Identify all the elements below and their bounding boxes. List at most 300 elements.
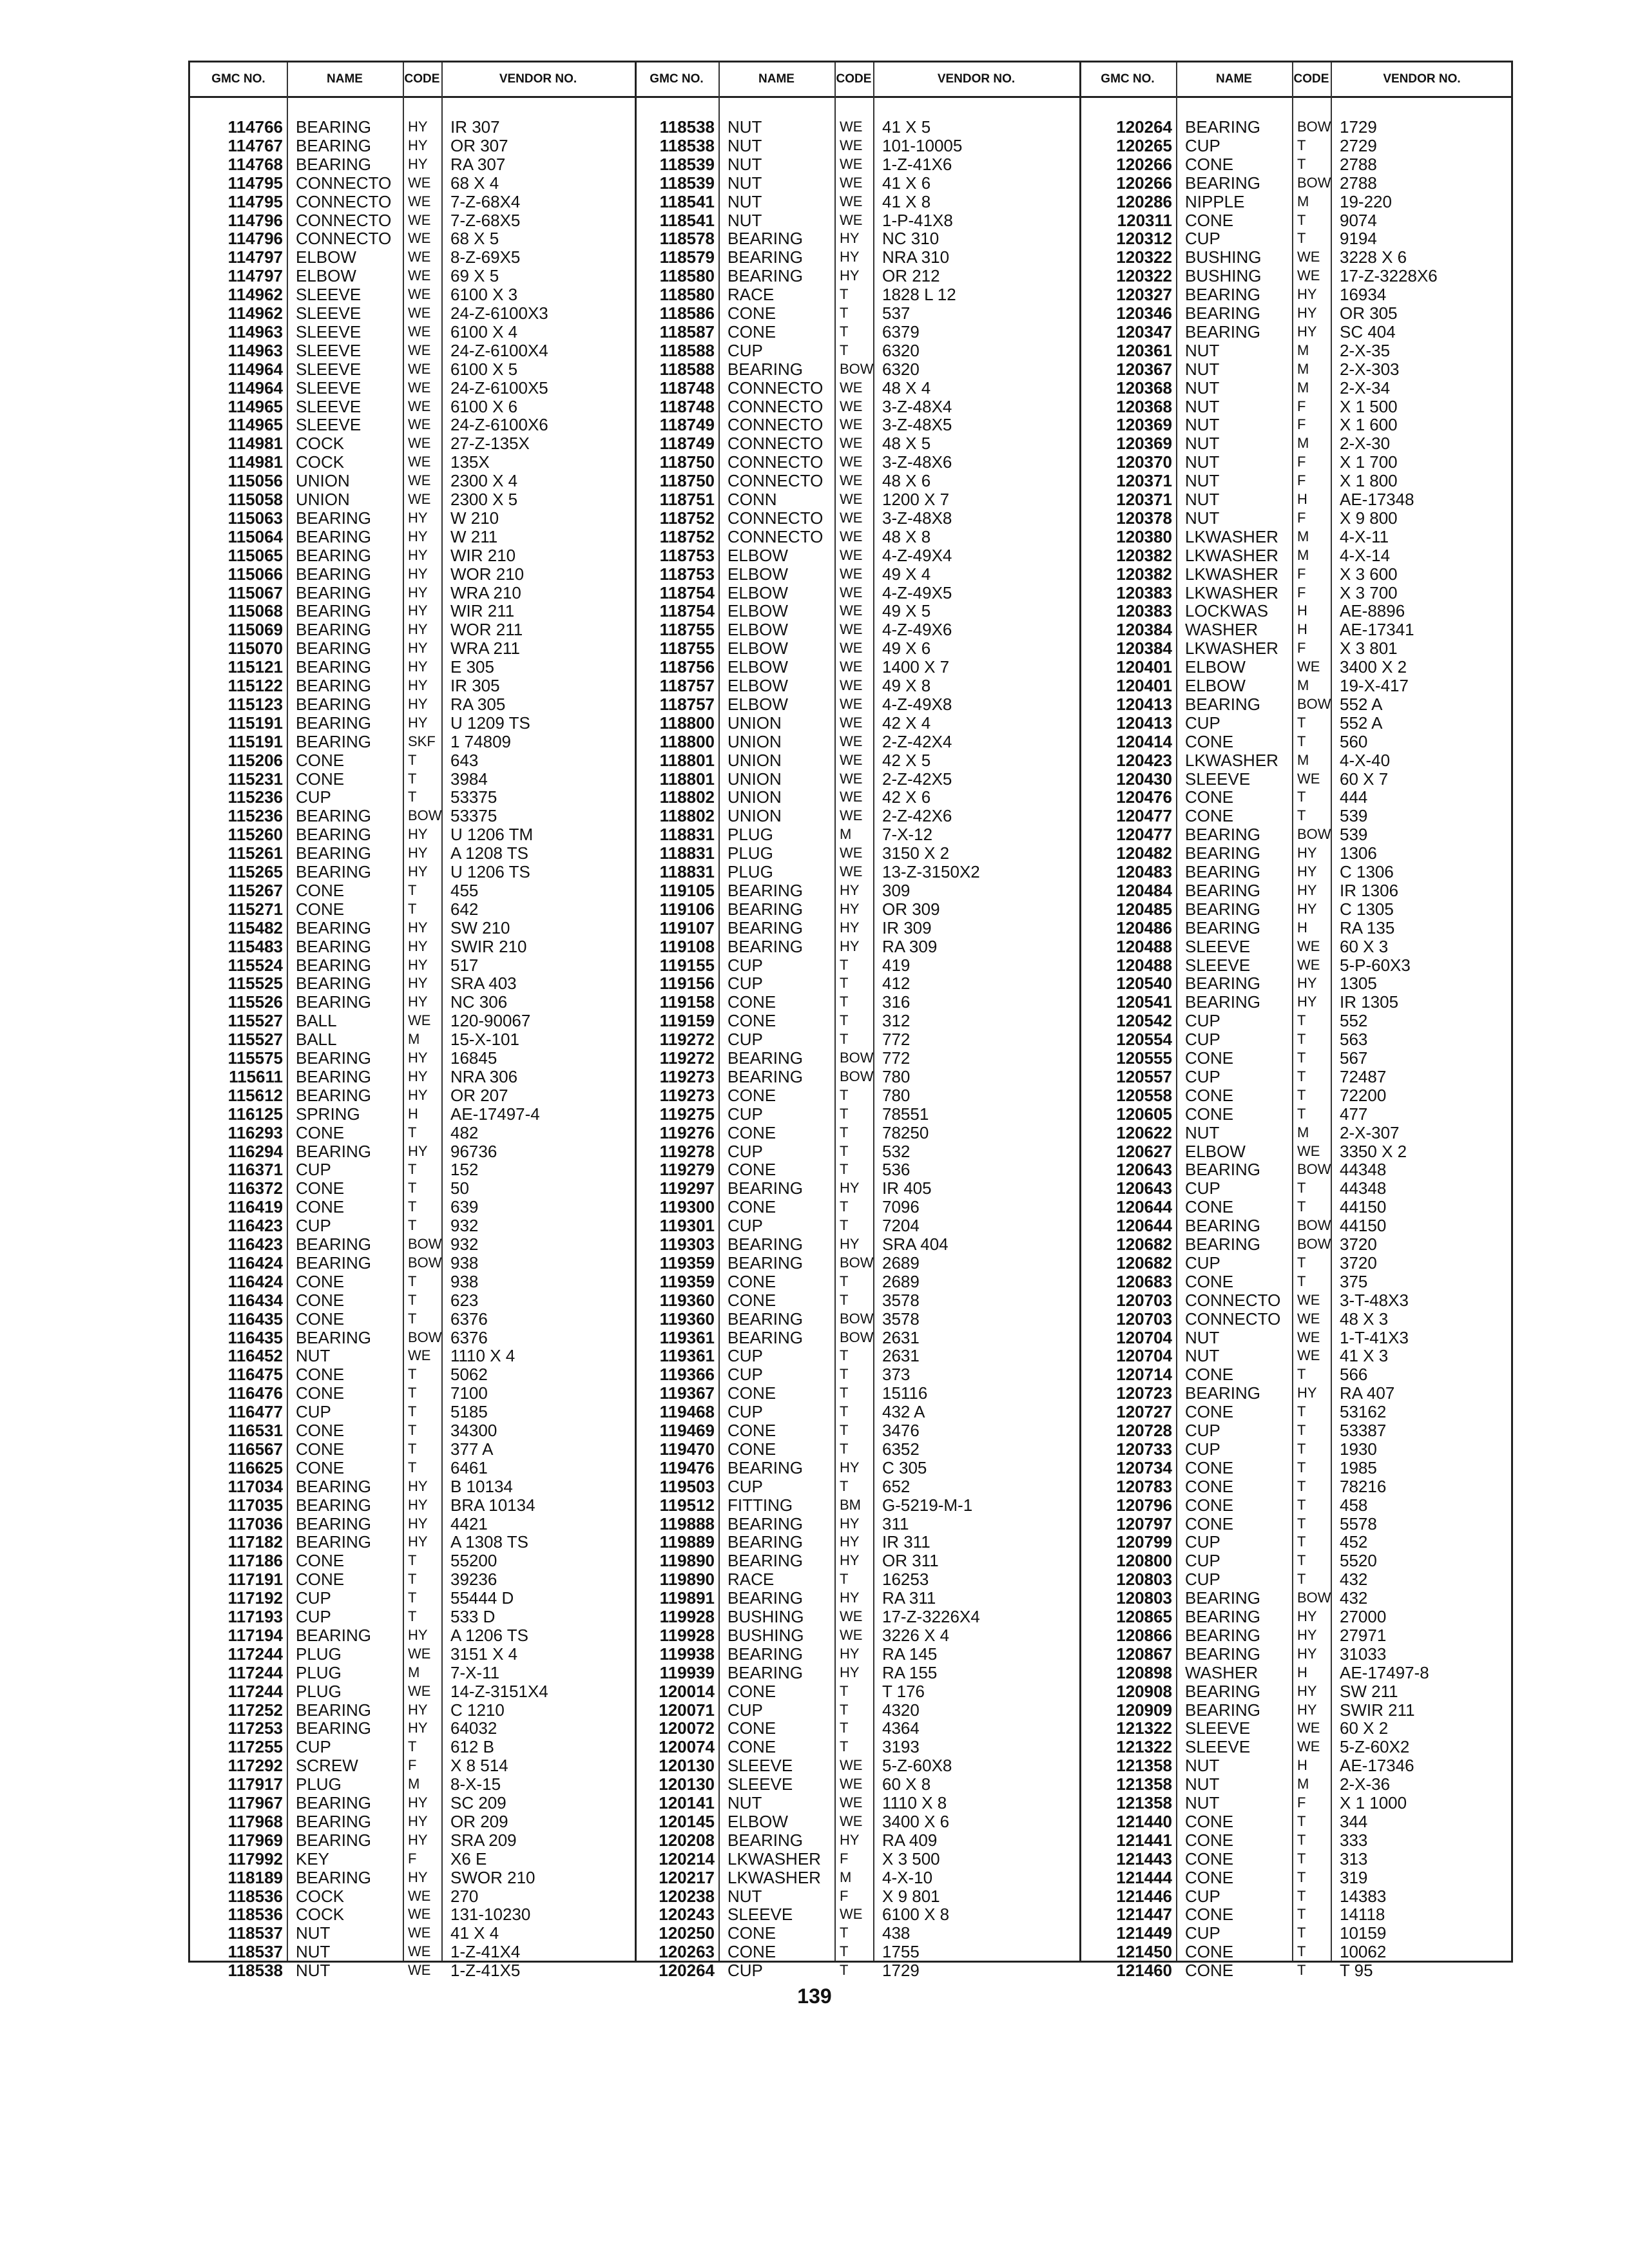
cell-vendor: 4421 (450, 1514, 488, 1533)
cell-vendor: 15-X-101 (450, 1030, 519, 1050)
cell-name: CUP (1185, 1439, 1220, 1459)
cell-code: T (1297, 1477, 1306, 1494)
cell-name: CUP (296, 1588, 331, 1608)
cell-vendor: AE-17497-8 (1340, 1662, 1429, 1682)
cell-gmc: 116475 (227, 1365, 283, 1385)
cell-gmc: 115063 (227, 508, 283, 528)
cell-gmc: 120327 (1116, 285, 1172, 305)
cell-vendor: NC 310 (882, 229, 940, 249)
cell-code: T (840, 1105, 849, 1122)
cell-vendor: 17-Z-3228X6 (1340, 266, 1438, 286)
cell-name: CUP (1185, 1551, 1220, 1571)
cell-name: BEARING (728, 1066, 804, 1086)
cell-gmc: 115271 (227, 899, 283, 919)
cell-code: WE (408, 230, 431, 247)
cell-gmc: 118748 (659, 396, 715, 416)
cell-vendor: B 10134 (450, 1476, 513, 1496)
cell-gmc: 120141 (659, 1793, 715, 1812)
cell-code: HY (408, 546, 428, 563)
cell-code: HY (408, 714, 428, 731)
cell-gmc: 116531 (227, 1421, 283, 1440)
cell-gmc: 118831 (659, 825, 715, 845)
cell-gmc: 115260 (227, 825, 283, 845)
cell-code: M (840, 1869, 852, 1885)
cell-name: BEARING (296, 731, 372, 751)
cell-gmc: 120643 (1116, 1160, 1172, 1180)
cell-name: PLUG (296, 1774, 342, 1794)
cell-code: WE (408, 174, 431, 191)
cell-vendor: 7-X-12 (882, 825, 933, 845)
cell-name: CONNECTO (296, 229, 392, 249)
cell-gmc: 120014 (659, 1681, 715, 1701)
cell-code: WE (840, 640, 863, 657)
cell-gmc: 120238 (659, 1886, 715, 1906)
cell-name: ELBOW (1185, 657, 1246, 677)
cell-code: M (1297, 379, 1309, 396)
cell-code: WE (840, 211, 863, 228)
cell-vendor: 458 (1340, 1495, 1368, 1515)
cell-gmc: 118755 (659, 620, 715, 640)
cell-name: BEARING (1185, 1681, 1261, 1701)
cell-vendor: SRA 403 (450, 974, 517, 994)
cell-vendor: 3578 (882, 1309, 920, 1329)
cell-name: SLEEVE (728, 1905, 793, 1925)
cell-vendor: 31033 (1340, 1644, 1387, 1664)
cell-vendor: 2-X-35 (1340, 340, 1391, 360)
cell-name: CUP (728, 1030, 763, 1050)
cell-gmc: 120130 (659, 1774, 715, 1794)
cell-vendor: 5578 (1340, 1514, 1377, 1533)
cell-code: WE (408, 211, 431, 228)
cell-name: CONE (1185, 1961, 1234, 1981)
cell-code: WE (408, 1645, 431, 1662)
cell-gmc: 115069 (227, 620, 283, 640)
cell-code: WE (840, 584, 863, 601)
cell-name: CONE (1185, 1849, 1234, 1869)
cell-code: WE (408, 193, 431, 209)
cell-code: WE (1297, 1291, 1320, 1308)
cell-name: BEARING (1185, 918, 1261, 937)
cell-vendor: X 9 801 (882, 1886, 940, 1906)
cell-gmc: 118588 (659, 359, 715, 379)
cell-name: BEARING (296, 992, 372, 1012)
cell-gmc: 118536 (227, 1886, 283, 1906)
cell-vendor: 643 (450, 750, 479, 770)
cell-vendor: 772 (882, 1030, 911, 1050)
cell-name: ELBOW (728, 694, 788, 714)
cell-name: CUP (1185, 1421, 1220, 1440)
cell-code: T (1297, 1962, 1306, 1979)
cell-gmc: 115056 (227, 471, 283, 491)
cell-name: BEARING (296, 694, 372, 714)
cell-name: CUP (296, 1607, 331, 1626)
cell-gmc: 118831 (659, 862, 715, 881)
cell-gmc: 115612 (227, 1085, 283, 1105)
cell-code: HY (408, 602, 428, 619)
cell-code: HY (840, 1664, 860, 1680)
cell-vendor: 41 X 4 (450, 1923, 499, 1943)
cell-code: WE (840, 1626, 863, 1643)
cell-name: CUP (728, 974, 763, 994)
cell-vendor: 55200 (450, 1551, 497, 1571)
cell-name: CONE (728, 1011, 776, 1031)
cell-gmc: 119889 (659, 1532, 715, 1552)
cell-name: NUT (1185, 396, 1220, 416)
cell-vendor: 24-Z-6100X5 (450, 378, 548, 398)
cell-vendor: 17-Z-3226X4 (882, 1607, 980, 1626)
cell-vendor: C 1210 (450, 1700, 505, 1720)
cell-gmc: 120865 (1116, 1607, 1172, 1626)
cell-gmc: 120540 (1116, 974, 1172, 994)
cell-code: HY (840, 1645, 860, 1662)
cell-name: CONE (728, 1085, 776, 1105)
cell-gmc: 118750 (659, 452, 715, 472)
cell-code: HY (408, 621, 428, 638)
cell-vendor: 55444 D (450, 1588, 514, 1608)
cell-name: CONE (1185, 1811, 1234, 1831)
cell-name: NUT (1185, 508, 1220, 528)
cell-name: BEARING (296, 955, 372, 975)
cell-vendor: 53375 (450, 787, 497, 807)
cell-code: HY (1297, 1385, 1317, 1401)
cell-vendor: IR 309 (882, 918, 932, 937)
cell-gmc: 118580 (659, 285, 715, 305)
cell-vendor: 60 X 3 (1340, 936, 1389, 956)
cell-code: BOW (840, 1310, 874, 1327)
cell-name: PLUG (728, 843, 773, 863)
cell-gmc: 120558 (1116, 1085, 1172, 1105)
cell-name: CONE (728, 1923, 776, 1943)
header-vendor: VENDOR NO. (499, 72, 577, 86)
cell-gmc: 116419 (227, 1197, 283, 1217)
cell-vendor: 270 (450, 1886, 479, 1906)
cell-vendor: 375 (1340, 1271, 1368, 1291)
cell-vendor: RA 407 (1340, 1383, 1395, 1403)
cell-name: CUP (728, 955, 763, 975)
cell-code: HY (408, 826, 428, 843)
cell-name: BEARING (728, 1644, 804, 1664)
cell-name: SLEEVE (296, 340, 361, 360)
cell-code: T (1297, 155, 1306, 172)
cell-gmc: 118752 (659, 526, 715, 546)
cell-gmc: 120783 (1116, 1476, 1172, 1496)
cell-vendor: 4320 (882, 1700, 920, 1720)
cell-code: WE (408, 341, 431, 358)
cell-name: LKWASHER (1185, 545, 1278, 565)
cell-vendor: 2-X-34 (1340, 378, 1391, 398)
cell-gmc: 119361 (659, 1346, 715, 1366)
cell-vendor: 3150 X 2 (882, 843, 950, 863)
cell-code: T (840, 1217, 849, 1234)
cell-vendor: RA 309 (882, 936, 938, 956)
cell-code: HY (408, 1720, 428, 1736)
cell-name: CONNECTO (728, 434, 824, 454)
cell-name: BEARING (1185, 825, 1261, 845)
cell-name: CUP (1185, 1886, 1220, 1906)
cell-vendor: 552 (1340, 1011, 1368, 1031)
cell-gmc: 119476 (659, 1457, 715, 1477)
cell-vendor: SWIR 211 (1340, 1700, 1415, 1720)
cell-vendor: 3-Z-48X8 (882, 508, 952, 528)
cell-code: T (840, 1925, 849, 1941)
cell-vendor: 4-X-40 (1340, 750, 1391, 770)
cell-name: BEARING (296, 713, 372, 733)
cell-vendor: 44150 (1340, 1197, 1387, 1217)
cell-vendor: 2-X-307 (1340, 1122, 1400, 1142)
cell-gmc: 120803 (1116, 1588, 1172, 1608)
cell-gmc: 118541 (659, 210, 715, 230)
cell-gmc: 120322 (1116, 266, 1172, 286)
cell-code: WE (1297, 1310, 1320, 1327)
cell-code: T (1297, 230, 1306, 247)
cell-gmc: 120488 (1116, 955, 1172, 975)
cell-gmc: 115068 (227, 601, 283, 621)
cell-vendor: SWOR 210 (450, 1867, 535, 1887)
cell-vendor: X 1 1000 (1340, 1793, 1407, 1812)
cell-vendor: A 1308 TS (450, 1532, 528, 1552)
cell-gmc: 118539 (659, 173, 715, 193)
cell-vendor: 49 X 8 (882, 676, 931, 695)
cell-code: T (1297, 1105, 1306, 1122)
cell-vendor: 377 A (450, 1439, 494, 1459)
cell-vendor: 24-Z-6100X4 (450, 340, 548, 360)
cell-vendor: 4-Z-49X6 (882, 620, 952, 640)
cell-vendor: 9194 (1340, 229, 1377, 249)
cell-code: F (1297, 509, 1306, 526)
cell-name: NUT (296, 1942, 331, 1962)
cell-name: BEARING (1185, 322, 1261, 341)
cell-code: HY (408, 119, 428, 135)
cell-name: BEARING (296, 1793, 372, 1812)
cell-name: BEARING (296, 806, 372, 826)
cell-name: NUT (1185, 415, 1220, 435)
cell-code: HY (408, 1515, 428, 1532)
cell-gmc: 121444 (1116, 1867, 1172, 1887)
cell-code: F (1297, 416, 1306, 433)
cell-name: CUP (728, 1365, 763, 1385)
cell-code: T (1297, 1533, 1306, 1550)
cell-vendor: 4-Z-49X4 (882, 545, 952, 565)
cell-vendor: 3-T-48X3 (1340, 1290, 1409, 1310)
cell-name: CONE (728, 322, 776, 341)
cell-gmc: 121358 (1116, 1774, 1172, 1794)
cell-name: BEARING (728, 247, 804, 267)
cell-vendor: 50 (450, 1178, 469, 1198)
cell-name: CONE (728, 1271, 776, 1291)
cell-vendor: 311 (882, 1514, 909, 1533)
cell-code: HY (840, 1236, 860, 1252)
cell-vendor: 1306 (1340, 843, 1377, 863)
cell-code: T (408, 770, 417, 787)
cell-vendor: 6100 X 8 (882, 1905, 950, 1925)
cell-code: BOW (408, 1329, 442, 1345)
cell-code: T (840, 1701, 849, 1718)
cell-vendor: 5-Z-60X8 (882, 1756, 952, 1776)
cell-code: WE (840, 155, 863, 172)
cell-name: CONE (728, 992, 776, 1012)
cell-code: M (1297, 360, 1309, 377)
cell-gmc: 119297 (659, 1178, 715, 1198)
cell-vendor: 1755 (882, 1942, 920, 1962)
cell-vendor: A 1208 TS (450, 843, 528, 863)
cell-code: BOW (840, 1254, 874, 1271)
cell-name: CONE (296, 1290, 345, 1310)
cell-name: NUT (296, 1346, 331, 1366)
cell-gmc: 120217 (659, 1867, 715, 1887)
cell-gmc: 118587 (659, 322, 715, 341)
cell-gmc: 114963 (227, 340, 283, 360)
cell-vendor: SC 404 (1340, 322, 1396, 341)
cell-name: WASHER (1185, 620, 1258, 640)
cell-gmc: 119155 (659, 955, 715, 975)
cell-gmc: 120383 (1116, 601, 1172, 621)
cell-vendor: AE-17341 (1340, 620, 1414, 640)
cell-vendor: WRA 210 (450, 582, 521, 602)
cell-code: HY (840, 919, 860, 936)
cell-name: PLUG (296, 1662, 342, 1682)
cell-name: BEARING (1185, 1235, 1261, 1254)
cell-code: WE (840, 119, 863, 135)
cell-vendor: 5520 (1340, 1551, 1377, 1571)
cell-code: HY (1297, 845, 1317, 861)
cell-vendor: 4-X-11 (1340, 526, 1389, 546)
cell-vendor: 7096 (882, 1197, 920, 1217)
cell-gmc: 120250 (659, 1923, 715, 1943)
cell-code: WE (840, 621, 863, 638)
cell-vendor: 6320 (882, 359, 920, 379)
cell-vendor: 539 (1340, 825, 1368, 845)
cell-code: WE (1297, 1738, 1320, 1755)
cell-name: SLEEVE (296, 322, 361, 341)
cell-code: HY (408, 677, 428, 693)
cell-vendor: 64032 (450, 1718, 497, 1738)
cell-code: T (408, 1366, 417, 1383)
cell-vendor: 1110 X 4 (450, 1346, 516, 1366)
cell-gmc: 115065 (227, 545, 283, 565)
cell-name: UNION (728, 769, 782, 789)
cell-code: HY (1297, 994, 1317, 1010)
cell-vendor: 1729 (882, 1961, 920, 1981)
cell-code: T (840, 1161, 849, 1178)
page-number: 139 (797, 1984, 832, 2008)
cell-code: HY (408, 863, 428, 879)
cell-vendor: RA 409 (882, 1830, 938, 1850)
cell-vendor: T 95 (1340, 1961, 1373, 1981)
cell-name: BEARING (728, 1327, 804, 1347)
cell-name: CONE (296, 1421, 345, 1440)
cell-gmc: 119159 (659, 1011, 715, 1031)
cell-vendor: WRA 211 (450, 639, 520, 658)
cell-vendor: 16934 (1340, 285, 1387, 305)
cell-vendor: OR 311 (882, 1551, 939, 1571)
cell-gmc: 115525 (227, 974, 283, 994)
cell-gmc: 116423 (227, 1235, 283, 1254)
cell-vendor: 10159 (1340, 1923, 1387, 1943)
cell-vendor: 452 (1340, 1532, 1368, 1552)
cell-name: CONE (296, 899, 345, 919)
cell-vendor: 2-X-303 (1340, 359, 1400, 379)
cell-code: T (840, 975, 849, 992)
cell-vendor: 13-Z-3150X2 (882, 862, 980, 881)
cell-code: HY (408, 509, 428, 526)
cell-code: WE (408, 379, 431, 396)
cell-vendor: 1200 X 7 (882, 490, 950, 509)
cell-vendor: AE-17348 (1340, 490, 1414, 509)
cell-vendor: 1 74809 (450, 731, 511, 751)
cell-name: BEARING (728, 936, 804, 956)
cell-vendor: C 1306 (1340, 862, 1394, 881)
cell-name: CONE (296, 1383, 345, 1403)
cell-vendor: W 211 (450, 526, 498, 546)
cell-name: BEARING (1185, 1588, 1261, 1608)
cell-gmc: 120414 (1116, 731, 1172, 751)
cell-gmc: 118754 (659, 601, 715, 621)
cell-code: SKF (408, 733, 436, 749)
cell-gmc: 120682 (1116, 1235, 1172, 1254)
cell-gmc: 118749 (659, 434, 715, 454)
cell-name: CONNECTO (728, 508, 824, 528)
cell-gmc: 115611 (229, 1066, 283, 1086)
cell-name: CONE (296, 1365, 345, 1385)
cell-name: ELBOW (728, 1811, 788, 1831)
cell-code: T (1297, 1552, 1306, 1569)
cell-gmc: 120682 (1116, 1253, 1172, 1273)
cell-code: T (1297, 211, 1306, 228)
cell-code: WE (408, 305, 431, 321)
cell-gmc: 115070 (227, 639, 283, 658)
cell-vendor: 6352 (882, 1439, 920, 1459)
cell-gmc: 117253 (227, 1718, 283, 1738)
cell-code: HY (408, 1701, 428, 1718)
cell-vendor: 1-P-41X8 (882, 210, 953, 230)
cell-gmc: 118750 (659, 471, 715, 491)
cell-code: HY (408, 1068, 428, 1084)
cell-code: BOW (1297, 119, 1331, 135)
cell-name: NUT (728, 173, 762, 193)
cell-name: BEARING (296, 1141, 372, 1161)
cell-name: BEARING (1185, 173, 1261, 193)
cell-code: WE (408, 249, 431, 265)
cell-name: NUT (1185, 1774, 1220, 1794)
cell-name: CONE (728, 1160, 776, 1180)
cell-code: HY (408, 155, 428, 172)
cell-vendor: 14-Z-3151X4 (450, 1681, 548, 1701)
cell-vendor: 412 (882, 974, 911, 994)
cell-code: WE (840, 1906, 863, 1923)
cell-name: BEARING (728, 899, 804, 919)
cell-name: NUT (1185, 490, 1220, 509)
cell-name: CUP (1185, 1011, 1220, 1031)
cell-vendor: X 9 800 (1340, 508, 1398, 528)
cell-name: CONE (1185, 1867, 1234, 1887)
cell-name: CONE (296, 769, 345, 789)
cell-code: T (1297, 1068, 1306, 1084)
cell-name: BUSHING (728, 1607, 804, 1626)
cell-name: CONNECTO (728, 415, 824, 435)
cell-name: NUT (1185, 378, 1220, 398)
cell-code: WE (840, 1757, 863, 1774)
cell-gmc: 120266 (1116, 154, 1172, 174)
cell-name: BEARING (296, 843, 372, 863)
cell-code: T (840, 1347, 849, 1364)
cell-code: WE (408, 491, 431, 507)
cell-vendor: 1305 (1340, 974, 1377, 994)
cell-name: NUT (296, 1961, 331, 1981)
cell-code: T (1297, 1850, 1306, 1867)
cell-vendor: 642 (450, 899, 479, 919)
cell-name: CONNECTO (728, 452, 824, 472)
cell-gmc: 120264 (659, 1961, 715, 1981)
